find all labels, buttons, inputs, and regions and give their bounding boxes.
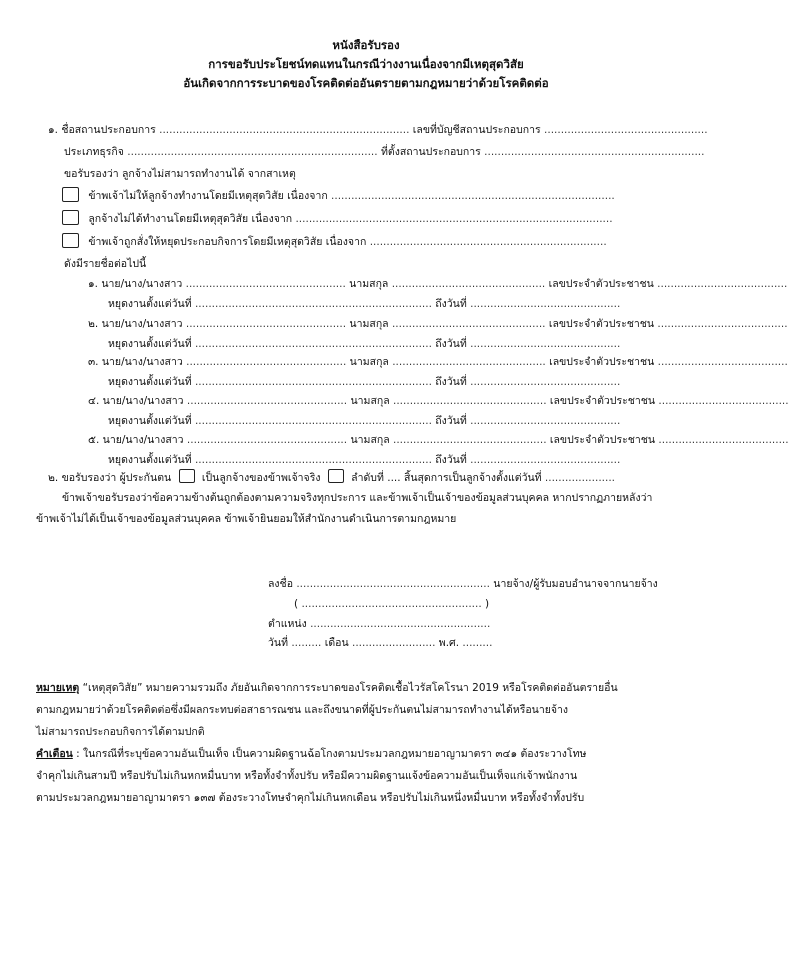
list-intro-label: ดังมีรายชื่อต่อไปนี้ bbox=[64, 258, 147, 270]
reason-3-label: ข้าพเจ้าถูกสั่งให้หยุดประกอบกิจการโดยมีเหตุสุดวิสัย เนื่องจาก bbox=[88, 236, 367, 248]
establishment-name-field[interactable]: ........................................................................... bbox=[159, 124, 410, 136]
employee-5-surname-field[interactable]: .............................................. bbox=[393, 434, 547, 446]
reason-2-checkbox[interactable] bbox=[62, 210, 79, 225]
section-2-prefix: ๒. ขอรับรองว่า ผู้ประกันตน bbox=[48, 472, 172, 484]
year-label: พ.ศ. bbox=[438, 637, 460, 649]
title-line-3: อันเกิดจากการระบาดของโรคติดต่ออันตรายตามกฎหมายว่าด้วยโรคติดต่อ bbox=[183, 76, 549, 90]
genuine-employee-label: เป็นลูกจ้างของข้าพเจ้าจริง bbox=[201, 472, 321, 484]
employee-5-id-label: เลขประจำตัวประชาชน bbox=[549, 434, 656, 446]
establishment-name-label: ๑. ชื่อสถานประกอบการ bbox=[48, 124, 156, 136]
employee-1-number: ๑. bbox=[88, 278, 99, 290]
genuine-employee-checkbox[interactable] bbox=[179, 469, 195, 483]
note-line-3: ไม่สามารถประกอบกิจการได้ตามปกติ bbox=[36, 726, 205, 738]
employee-5-stop-label: หยุดงานตั้งแต่วันที่ bbox=[108, 454, 192, 466]
reason-option-2[interactable] bbox=[62, 209, 613, 229]
employee-4-until-field[interactable]: ............................................. bbox=[470, 415, 621, 427]
business-type-field[interactable]: ........................................................................... bbox=[127, 146, 378, 158]
employee-3-date-row bbox=[108, 372, 620, 392]
position-row bbox=[268, 614, 490, 634]
reason-3-field[interactable]: ....................................................................... bbox=[369, 236, 607, 248]
employee-5-number: ๕. bbox=[88, 434, 100, 446]
employee-4-surname-field[interactable]: .............................................. bbox=[393, 395, 547, 407]
reason-1-field[interactable]: ..................................................................................... bbox=[331, 190, 615, 202]
employee-1-name-field[interactable]: ................................................ bbox=[185, 278, 346, 290]
employee-2-number: ๒. bbox=[88, 318, 99, 330]
warning-heading: คำเตือน bbox=[36, 748, 73, 760]
employee-3-surname-field[interactable]: .............................................. bbox=[392, 356, 546, 368]
employee-4-number: ๔. bbox=[88, 395, 100, 407]
month-field[interactable]: ......................... bbox=[351, 637, 436, 649]
employee-2-name-row bbox=[88, 314, 788, 334]
reason-1-label: ข้าพเจ้าไม่ให้ลูกจ้างทำงานโดยมีเหตุสุดวิสัย เนื่องจาก bbox=[88, 190, 328, 202]
warning-line-3: ตามประมวลกฎหมายอาญามาตรา ๑๓๗ ต้องระวางโทษจำคุกไม่เกินหกเดือน หรือปรับไม่เกินหนึ่งหมื่นบาท หรือทั้งจำทั้งปรับ bbox=[36, 792, 585, 804]
warning-text-1: : ในกรณีที่ระบุข้อความอันเป็นเท็จ เป็นความผิดฐานฉ้อโกงตามประมวลกฎหมายอาญามาตรา ๓๔๑ ต้องระวางโทษ bbox=[76, 748, 587, 760]
employee-5-name-row bbox=[88, 430, 789, 450]
signature-role: นายจ้าง/ผู้รับมอบอำนาจจากนายจ้าง bbox=[493, 578, 658, 590]
month-label: เดือน bbox=[324, 637, 349, 649]
employee-4-name-row bbox=[88, 391, 789, 411]
signer-name-close-paren: ) bbox=[485, 598, 490, 610]
employee-3-id-field[interactable]: ....................................... bbox=[657, 356, 788, 368]
employee-2-until-field[interactable]: ............................................. bbox=[470, 338, 621, 350]
employee-3-name-field[interactable]: ................................................ bbox=[186, 356, 347, 368]
location-label: ที่ตั้งสถานประกอบการ bbox=[380, 146, 481, 158]
employee-4-name-field[interactable]: ................................................ bbox=[186, 395, 348, 407]
reason-1-checkbox[interactable] bbox=[62, 187, 79, 202]
employee-2-until-label: ถึงวันที่ bbox=[435, 338, 467, 350]
employee-5-stop-field[interactable]: ....................................................................... bbox=[194, 454, 432, 466]
employee-1-name-label: นาย/นาง/นางสาว bbox=[101, 278, 183, 290]
year-field[interactable]: ......... bbox=[462, 637, 493, 649]
note-heading: หมายเหตุ bbox=[36, 682, 80, 694]
employee-4-until-label: ถึงวันที่ bbox=[435, 415, 467, 427]
employee-1-id-label: เลขประจำตัวประชาชน bbox=[548, 278, 654, 290]
employee-3-stop-field[interactable]: ....................................................................... bbox=[194, 376, 432, 388]
employee-4-stop-label: หยุดงานตั้งแต่วันที่ bbox=[108, 415, 192, 427]
employee-3-id-label: เลขประจำตัวประชาชน bbox=[549, 356, 655, 368]
position-field[interactable]: ...................................................... bbox=[310, 618, 491, 630]
employee-4-id-field[interactable]: ....................................... bbox=[658, 395, 789, 407]
employee-3-surname-label: นามสกุล bbox=[349, 356, 389, 368]
employee-2-id-label: เลขประจำตัวประชาชน bbox=[548, 318, 655, 330]
employee-5-until-field[interactable]: ............................................. bbox=[470, 454, 621, 466]
section-2-row bbox=[48, 468, 615, 488]
employee-5-name-field[interactable]: ................................................ bbox=[186, 434, 348, 446]
order-number-checkbox[interactable] bbox=[328, 469, 344, 483]
employee-2-surname-label: นามสกุล bbox=[349, 318, 389, 330]
employee-2-id-field[interactable]: ....................................... bbox=[657, 318, 788, 330]
account-no-label: เลขที่บัญชีสถานประกอบการ bbox=[412, 124, 541, 136]
list-intro bbox=[64, 254, 146, 274]
signer-name-row bbox=[294, 594, 489, 614]
employee-4-stop-field[interactable]: ....................................................................... bbox=[194, 415, 432, 427]
account-no-field[interactable]: ................................................. bbox=[544, 124, 708, 136]
declaration-line-1: ข้าพเจ้าขอรับรองว่าข้อความข้างต้นถูกต้องตามความจริงทุกประการ และข้าพเจ้าเป็นเจ้าของข้อมูลส่วนบุคคล หากปรากฏภายหลังว่า bbox=[62, 492, 653, 504]
employee-2-stop-field[interactable]: ....................................................................... bbox=[194, 338, 432, 350]
title-line-2: การขอรับประโยชน์ทดแทนในกรณีว่างงานเนื่องจากมีเหตุสุดวิสัย bbox=[208, 57, 524, 71]
reason-2-field[interactable]: ............................................................................................... bbox=[295, 213, 613, 225]
employee-3-name-row bbox=[88, 352, 788, 372]
employee-4-id-label: เลขประจำตัวประชาชน bbox=[549, 395, 656, 407]
warning-line-2: จำคุกไม่เกินสามปี หรือปรับไม่เกินหกหมื่นบาท หรือทั้งจำทั้งปรับ หรือมีความผิดฐานแจ้งข้อความอันเป็นเท็จแก่เจ้าพนักงาน bbox=[36, 770, 578, 782]
employee-1-id-field[interactable]: ....................................... bbox=[657, 278, 788, 290]
business-row bbox=[64, 142, 704, 162]
employee-5-until-label: ถึงวันที่ bbox=[435, 454, 467, 466]
signature-field[interactable]: .......................................................... bbox=[296, 578, 490, 590]
note-text-1: “เหตุสุดวิสัย” หมายความรวมถึง ภัยอันเกิดจากการระบาดของโรคติดเชื้อไวรัสโคโรนา 2019 หรือโรคติดต่ออันตรายอื่น bbox=[82, 682, 618, 694]
employee-2-name-label: นาย/นาง/นางสาว bbox=[101, 318, 183, 330]
employee-1-surname-label: นามสกุล bbox=[349, 278, 389, 290]
employee-5-date-row bbox=[108, 450, 620, 470]
employment-end-field[interactable]: ..................... bbox=[544, 472, 616, 484]
employment-end-label: สิ้นสุดการเป็นลูกจ้างตั้งแต่วันที่ bbox=[403, 472, 542, 484]
employee-3-name-label: นาย/นาง/นางสาว bbox=[101, 356, 183, 368]
position-label: ตำแหน่ง bbox=[268, 618, 307, 630]
employee-2-date-row bbox=[108, 334, 620, 354]
establishment-row bbox=[48, 120, 708, 140]
note-line-1 bbox=[36, 678, 618, 699]
employee-4-name-label: นาย/นาง/นางสาว bbox=[102, 395, 184, 407]
document-title bbox=[0, 36, 732, 93]
title-line-1: หนังสือรับรอง bbox=[332, 38, 400, 52]
date-field[interactable]: ......... bbox=[291, 637, 322, 649]
warning-line-1 bbox=[36, 744, 586, 765]
employee-1-stop-field[interactable]: ....................................................................... bbox=[194, 298, 432, 310]
employee-1-stop-label: หยุดงานตั้งแต่วันที่ bbox=[108, 298, 192, 310]
signer-name-open-paren: ( bbox=[294, 598, 299, 610]
signature-label: ลงชื่อ bbox=[268, 578, 293, 590]
employee-2-stop-label: หยุดงานตั้งแต่วันที่ bbox=[108, 338, 192, 350]
employee-3-until-field[interactable]: ............................................. bbox=[470, 376, 621, 388]
employee-2-surname-field[interactable]: .............................................. bbox=[391, 318, 546, 330]
signer-name-field[interactable]: ...................................................... bbox=[301, 598, 482, 610]
date-row bbox=[268, 633, 492, 653]
date-label: วันที่ bbox=[268, 637, 288, 649]
employee-1-until-label: ถึงวันที่ bbox=[435, 298, 467, 310]
certify-label: ขอรับรองว่า ลูกจ้างไม่สามารถทำงานได้ จากสาเหตุ bbox=[64, 168, 296, 180]
declaration-line-2: ข้าพเจ้าไม่ได้เป็นเจ้าของข้อมูลส่วนบุคคล ข้าพเจ้ายินยอมให้สำนักงานดำเนินการตามกฎหมาย bbox=[36, 513, 457, 525]
employee-2-name-field[interactable]: ................................................ bbox=[185, 318, 347, 330]
employee-5-id-field[interactable]: ....................................... bbox=[658, 434, 789, 446]
reason-2-label: ลูกจ้างไม่ได้ทำงานโดยมีเหตุสุดวิสัย เนื่องจาก bbox=[88, 213, 293, 225]
employee-5-name-label: นาย/นาง/นางสาว bbox=[102, 434, 184, 446]
certify-row bbox=[64, 164, 296, 184]
employee-1-name-row bbox=[88, 274, 787, 294]
location-field[interactable]: .................................................................. bbox=[484, 146, 705, 158]
signature-row bbox=[268, 574, 658, 594]
employee-4-date-row bbox=[108, 411, 620, 431]
reason-option-3[interactable] bbox=[62, 232, 607, 252]
employee-1-surname-field[interactable]: .............................................. bbox=[391, 278, 546, 290]
reason-option-1[interactable] bbox=[62, 186, 615, 206]
reason-3-checkbox[interactable] bbox=[62, 233, 79, 248]
employee-3-until-label: ถึงวันที่ bbox=[435, 376, 467, 388]
employee-3-number: ๓. bbox=[88, 356, 99, 368]
order-number-label: ลำดับที่ .... bbox=[351, 472, 401, 484]
employee-1-date-row bbox=[108, 294, 620, 314]
employee-1-until-field[interactable]: ............................................. bbox=[470, 298, 621, 310]
employee-3-stop-label: หยุดงานตั้งแต่วันที่ bbox=[108, 376, 192, 388]
business-type-label: ประเภทธุรกิจ bbox=[64, 146, 124, 158]
employee-4-surname-label: นามสกุล bbox=[350, 395, 390, 407]
note-line-2: ตามกฎหมายว่าด้วยโรคติดต่อซึ่งมีผลกระทบต่อสาธารณชน และถึงขนาดที่ผู้ประกันตนไม่สามารถทำงานได้หรือนายจ้าง bbox=[36, 704, 569, 716]
employee-5-surname-label: นามสกุล bbox=[350, 434, 390, 446]
